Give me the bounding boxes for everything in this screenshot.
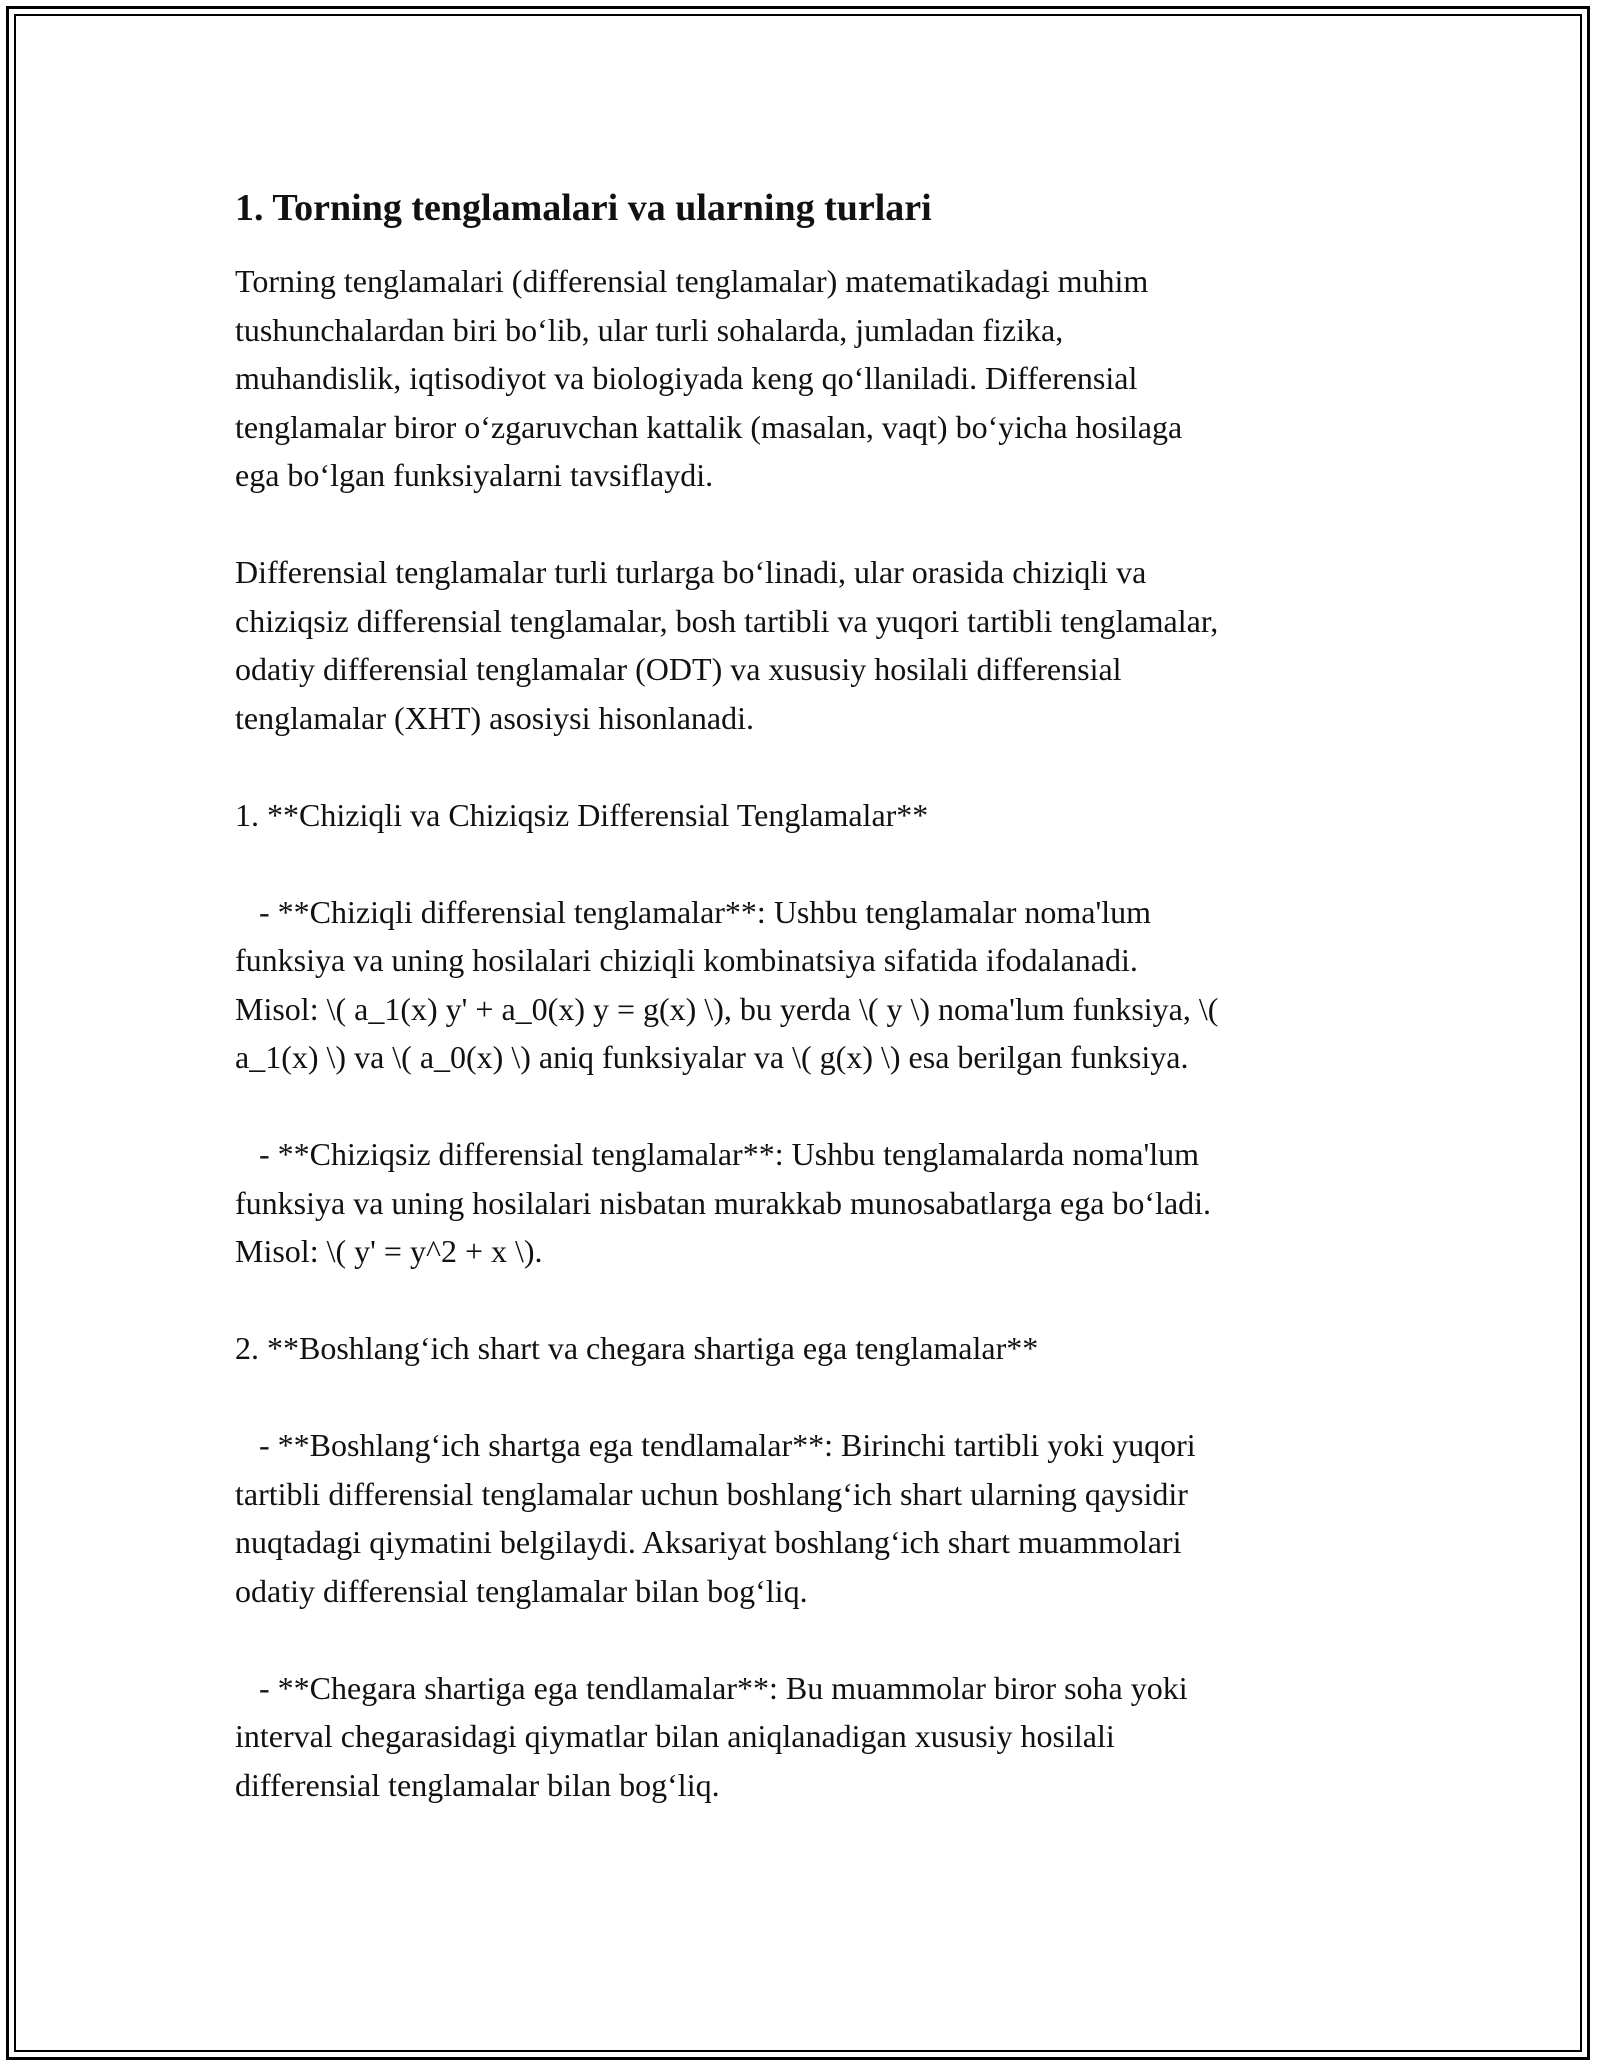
list-heading-linear-nonlinear: 1. **Chiziqli va Chiziqsiz Differensial Tenglamalar** — [235, 796, 929, 833]
document-body — [235, 185, 1395, 1809]
paragraph-gap — [235, 1082, 1395, 1131]
list-heading-conditions: 2. **Boshlang‘ich shart va chegara shartiga ega tenglamalar** — [235, 1330, 1039, 1366]
paragraph-gap — [235, 839, 1395, 888]
list-item-nonlinear: - **Chiziqsiz differensial tenglamalar**: Ushbu tenglamalarda noma'lum funksiya va uning hosilalari nisbatan murakkab munosabatlarga ega bo‘ladi. Misol: \( y' = y^2 + x \). — [235, 1136, 1212, 1269]
paragraph-gap — [235, 742, 1395, 791]
list-item-boundary-condition: - **Chegara shartiga ega tendlamalar**: Bu muammolar biror soha yoki interval chegarasidagi qiymatlar bilan aniqlanadigan xususiy hosilali differensial tenglamalar bilan bog‘liq. — [235, 1669, 1188, 1803]
section-heading: 1. Torning tenglamalari va ularning turlari — [235, 187, 932, 229]
list-item-initial-condition: - **Boshlang‘ich shartga ega tendlamalar**: Birinchi tartibli yoki yuqori tartibli differensial tenglamalar uchun boshlang‘ich shart ularning qaysidir nuqtadagi qiymatini belgilaydi. Aksariyat boshlang‘ich shart muammolari odatiy differensial tenglamalar bilan bog‘liq. — [235, 1427, 1196, 1609]
paragraph-intro: Torning tenglamalari (differensial tenglamalar) matematikadagi muhim tushunchalardan biri bo‘lib, ular turli sohalarda, jumladan fizika, muhandislik, iqtisodiyot va biologiyada keng qo‘llaniladi. Differensial tenglamalar biror o‘zgaruvchan kattalik (masalan, vaqt) bo‘yicha hosilaga ega bo‘lgan funksiyalarni tavsiflaydi. — [235, 263, 1183, 493]
paragraph-types: Differensial tenglamalar turli turlarga bo‘linadi, ular orasida chiziqli va chiziqsiz differensial tenglamalar, bosh tartibli va yuqori tartibli tenglamalar, odatiy differensial tenglamalar (ODT) va xususiy hosilali differensial tenglamalar (XHT) asosiysi hisonlanadi. — [235, 554, 1219, 736]
paragraph-gap — [235, 500, 1395, 549]
list-item-linear: - **Chiziqli differensial tenglamalar**: Ushbu tenglamalar noma'lum funksiya va uning hosilalari chiziqli kombinatsiya sifatida ifodalanadi. Misol: \( a_1(x) y' + a_0(x) y = g(x) \), bu yerda \( y \) noma'lum funksiya, \( a_1(x) \) va \( a_0(x) \) aniq funksiyalar va \( g(x) \) esa berilgan funksiya. — [235, 893, 1219, 1075]
paragraph-gap — [235, 1373, 1395, 1422]
paragraph-gap — [235, 1615, 1395, 1664]
paragraph-gap — [235, 1276, 1395, 1325]
